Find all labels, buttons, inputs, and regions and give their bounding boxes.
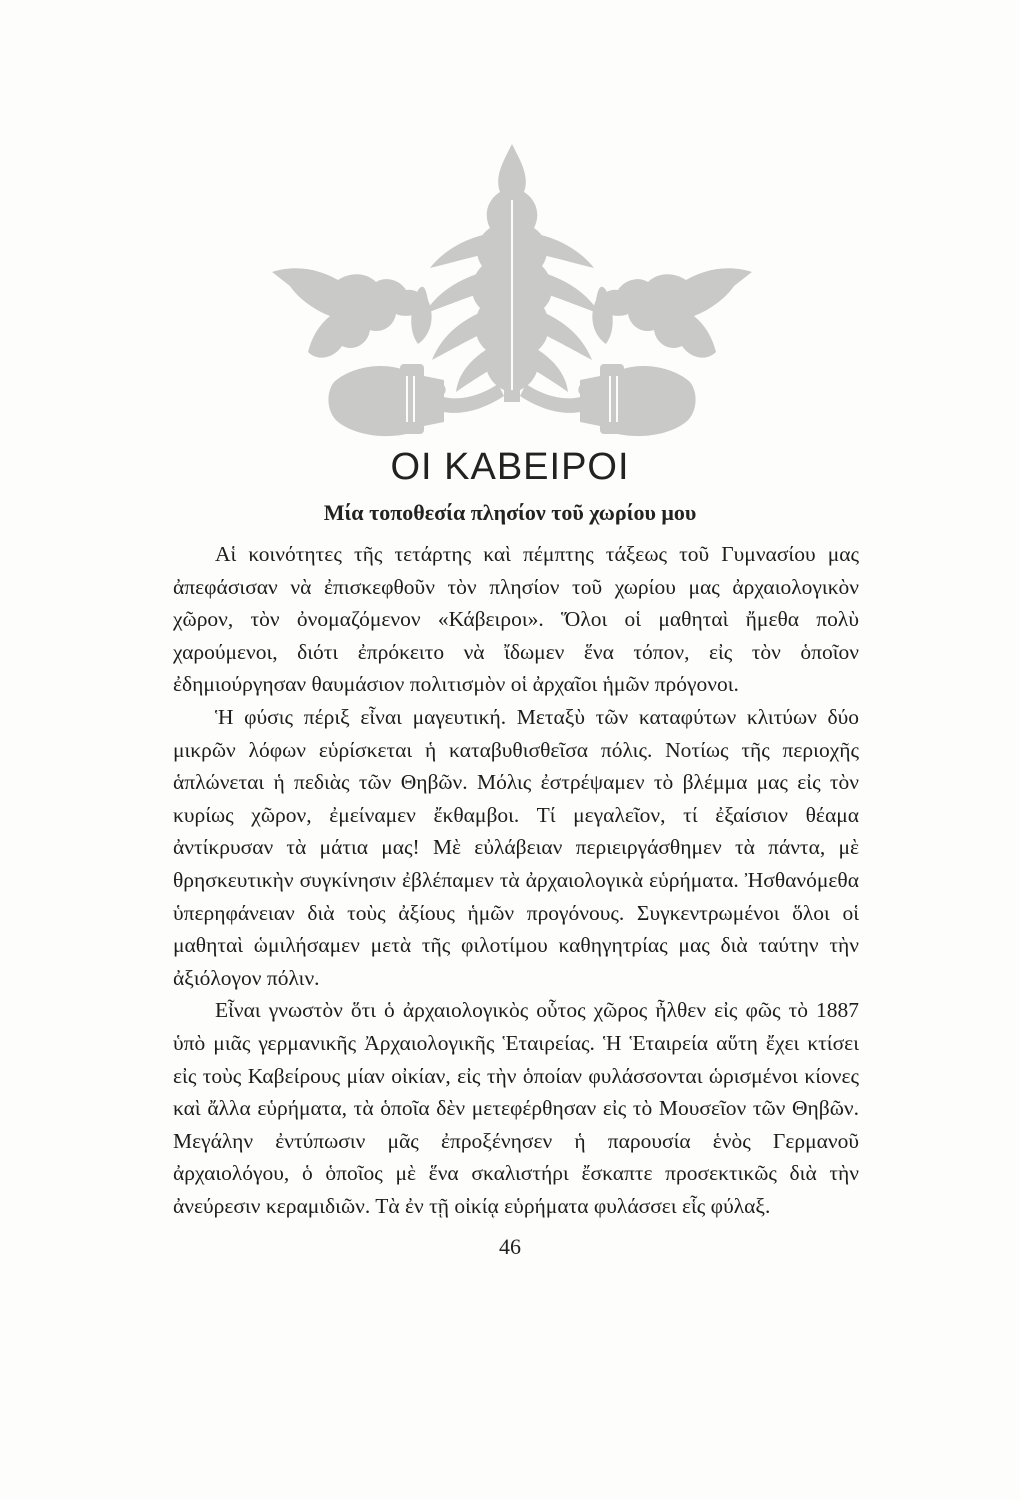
- palmette-ornament-icon: [268, 140, 756, 450]
- page-number: 46: [499, 1234, 521, 1259]
- page-subtitle: Μία τοποθεσία πλησίον τοῦ χωρίου μου: [323, 500, 697, 525]
- paragraph: Αἱ κοινότητες τῆς τετάρτης καὶ πέμπτης τάξεως τοῦ Γυμνασίου μας ἀπεφάσισαν νὰ ἐπισκεφθοῦν τὸν πλησίον τοῦ χωρίου μας ἀρχαιολογικὸν χῶρον, τὸν ὀνομαζόμενον «Κάβειροι». Ὅλοι οἱ μαθηταὶ ἤμεθα πολὺ χαρούμενοι, διότι ἐπρόκειτο νὰ ἴδωμεν ἕνα τόπον, εἰς τὸν ὁποῖον ἐδημιούργησαν θαυμάσιον πολιτισμὸν οἱ ἀρχαῖοι ἡμῶν πρόγονοι.: [173, 542, 859, 697]
- paragraph: Εἶναι γνωστὸν ὅτι ὁ ἀρχαιολογικὸς οὗτος χῶρος ἦλθεν εἰς φῶς τὸ 1887 ὑπὸ μιᾶς γερμανικῆς Ἀρχαιολογικῆς Ἑταιρείας. Ἡ Ἑταιρεία αὕτη ἔχει κτίσει εἰς τοὺς Καβείρους μίαν οἰκίαν, εἰς τὴν ὁποίαν φυλάσσονται ὡρισμένοι κίονες καὶ ἄλλα εὑρήματα, τὰ ὁποῖα δὲν μετεφέρθησαν εἰς τὸ Μουσεῖον τῶν Θηβῶν. Μεγάλην ἐντύπωσιν μᾶς ἐπροξένησεν ἡ παρουσία ἑνὸς Γερμανοῦ ἀρχαιολόγου, ὁ ὁποῖος μὲ ἕνα σκαλιστήρι ἔσκαπτε προσεκτικῶς διὰ τὴν ἀνεύρεσιν κεραμιδιῶν. Τὰ ἐν τῇ οἰκίᾳ εὑρήματα φυλάσσει εἷς φύλαξ.: [173, 998, 859, 1218]
- body-text: [173, 538, 859, 1222]
- paragraph: Ἡ φύσις πέριξ εἶναι μαγευτική. Μεταξὺ τῶν καταφύτων κλιτύων δύο μικρῶν λόφων εὑρίσκεται ἡ καταβυθισθεῖσα πόλις. Νοτίως τῆς περιοχῆς ἁπλώνεται ἡ πεδιὰς τῶν Θηβῶν. Μόλις ἐστρέψαμεν τὸ βλέμμα μας εἰς τὸν κυρίως χῶρον, ἐμείναμεν ἔκθαμβοι. Τί μεγαλεῖον, τί ἐξαίσιον θέαμα ἀντίκρυσαν τὰ μάτια μας! Μὲ εὐλάβειαν περιειργάσθημεν τὰ πάντα, μὲ θρησκευτικὴν συγκίνησιν ἐβλέπαμεν τὰ ἀρχαιολογικὰ εὑρήματα. Ἠσθανόμεθα ὑπερηφάνειαν διὰ τοὺς ἀξίους ἡμῶν προγόνους. Συγκεντρωμένοι ὅλοι οἱ μαθηταὶ ὡμιλήσαμεν μετὰ τῆς φιλοτίμου καθηγητρίας μας διὰ ταύτην τὴν ἀξιόλογον πόλιν.: [173, 704, 859, 990]
- page-title: ΟΙ ΚΑΒΕΙΡΟΙ: [390, 446, 630, 488]
